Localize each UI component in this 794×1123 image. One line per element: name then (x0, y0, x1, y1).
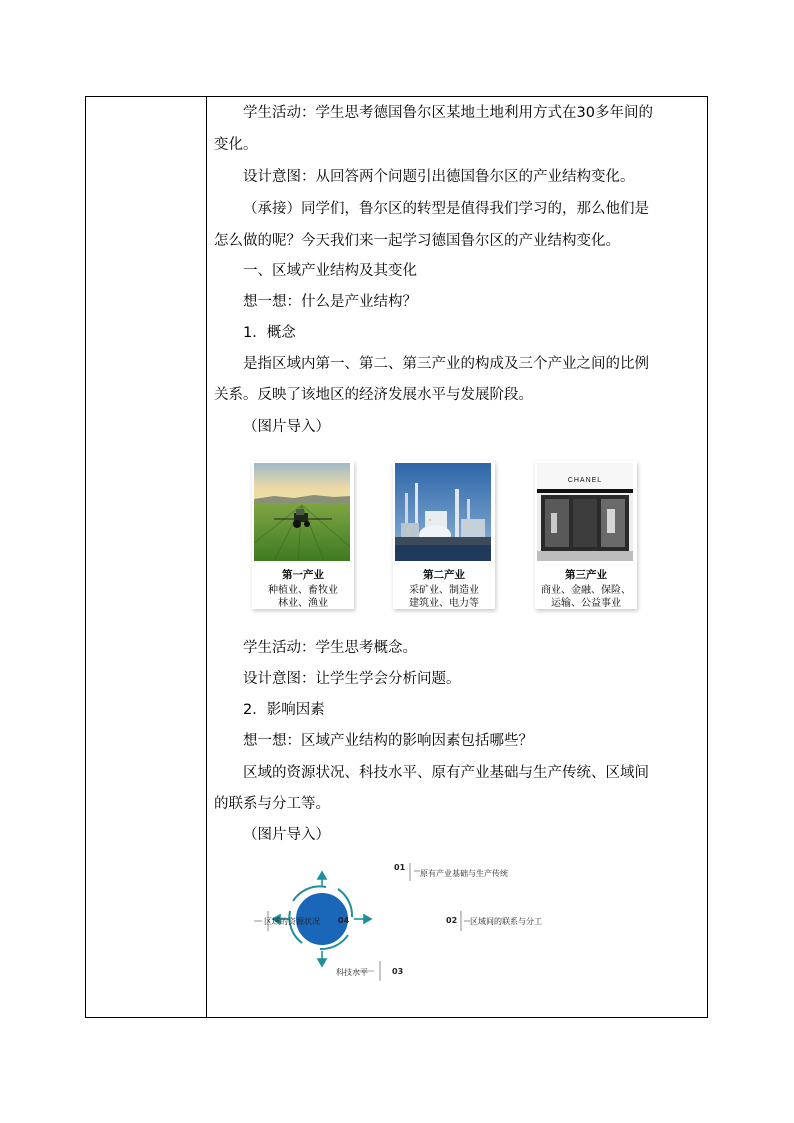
factor-number: 03 (392, 967, 404, 976)
factor-label: 区域的资源状况 (264, 917, 320, 926)
diagram-center-line2: 因素 (399, 919, 424, 933)
industry-card-title: 第一产业 (282, 569, 324, 581)
lesson-table (85, 96, 708, 1018)
paragraph-image-intro-1: （图片导入） (243, 419, 330, 435)
diagram-center-line1: 影响 (399, 904, 424, 918)
paragraph-student-activity-1: 学生活动：学生思考德国鲁尔区某地土地利用方式在30多年间的 (243, 105, 653, 121)
paragraph-think-1: 想一想：什么是产业结构？ (243, 294, 417, 310)
paragraph-concept-def-cont: 关系。反映了该地区的经济发展水平与发展阶段。 (214, 387, 533, 403)
industry-card-title: 第二产业 (423, 569, 465, 581)
paragraph-factors-list: 区域的资源状况、科技水平、原有产业基础与生产传统、区域间 (243, 765, 649, 781)
industry-card-line: 采矿业、制造业 (409, 585, 479, 596)
paragraph-design-intent-2: 设计意图：让学生学会分析问题。 (243, 671, 461, 687)
industry-card-line: 商业、金融、保险、 (541, 585, 631, 596)
factor-label: 区域间的联系与分工 (470, 917, 542, 926)
farm-tractor-photo (254, 463, 350, 561)
industry-card-primary (252, 461, 354, 609)
store-sign-text: CHANEL (567, 477, 603, 484)
refinery-photo (395, 463, 491, 561)
factor-number: 02 (446, 916, 458, 925)
paragraph-student-activity-2: 学生活动：学生思考概念。 (243, 640, 417, 656)
subheading-concept: 1．概念 (243, 325, 296, 341)
factor-label: 科技水平 (336, 968, 368, 977)
subheading-factors: 2．影响因素 (243, 702, 325, 718)
paragraph-think-2: 想一想：区域产业结构的影响因素包括哪些？ (243, 733, 533, 749)
paragraph-student-activity-1-cont: 变化。 (214, 137, 258, 153)
factor-diagram (178, 859, 542, 989)
industry-card-secondary (393, 461, 495, 609)
paragraph-image-intro-2: （图片导入） (243, 827, 330, 843)
industry-card-line: 建筑业、电力等 (409, 598, 479, 609)
industry-card-line: 运输、公益事业 (551, 598, 621, 609)
factor-label: 原有产业基础与生产传统 (420, 869, 508, 878)
factor-number: 01 (394, 863, 406, 872)
industry-card-line: 林业、渔业 (278, 598, 328, 609)
industry-card-title: 第三产业 (565, 569, 607, 581)
factor-number: 04 (338, 916, 350, 925)
section-heading-1: 一、区域产业结构及其变化 (243, 263, 417, 279)
paragraph-transition: （承接）同学们，鲁尔区的转型是值得我们学习的，那么他们是 (243, 201, 649, 217)
paragraph-transition-cont: 怎么做的呢？今天我们来一起学习德国鲁尔区的产业结构变化。 (214, 233, 620, 249)
industry-card-line: 种植业、畜牧业 (268, 585, 338, 596)
storefront-photo (537, 463, 633, 561)
paragraph-design-intent-1: 设计意图：从回答两个问题引出德国鲁尔区的产业结构变化。 (243, 169, 635, 185)
paragraph-concept-def: 是指区域内第一、第二、第三产业的构成及三个产业之间的比例 (243, 356, 649, 372)
paragraph-factors-list-cont: 的联系与分工等。 (214, 796, 330, 812)
industry-card-tertiary (535, 461, 637, 609)
